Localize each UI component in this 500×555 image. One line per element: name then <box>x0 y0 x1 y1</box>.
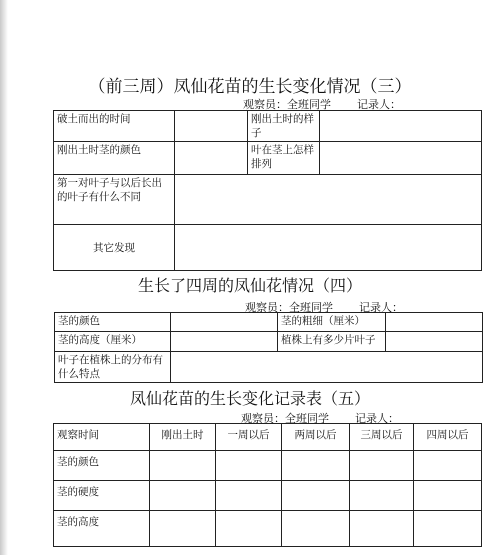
value-cell[interactable] <box>350 451 414 481</box>
value-cell[interactable] <box>414 451 482 481</box>
column-header: 一周以后 <box>216 424 282 451</box>
label-cell: 植株上有多少片叶子 <box>278 332 386 352</box>
table-row <box>54 111 482 142</box>
value-cell[interactable] <box>414 511 482 547</box>
value-cell[interactable] <box>175 225 482 271</box>
value-cell[interactable] <box>282 481 350 511</box>
label-cell: 第一对叶子与以后长出的叶子有什么不同 <box>54 175 175 225</box>
value-cell[interactable] <box>350 481 414 511</box>
section5-observer: 观察员：全班同学 <box>241 412 329 425</box>
value-cell[interactable] <box>320 142 482 175</box>
label-cell: 茎的硬度 <box>54 481 150 511</box>
section3-recorder: 记录人： <box>357 98 401 111</box>
value-cell[interactable] <box>282 511 350 547</box>
value-cell[interactable] <box>171 352 483 383</box>
section4-recorder: 记录人： <box>359 301 403 314</box>
value-cell[interactable] <box>216 511 282 547</box>
table-row <box>54 481 482 511</box>
value-cell[interactable] <box>175 111 248 142</box>
label-cell: 茎的颜色 <box>54 451 150 481</box>
section5-title: 凤仙花苗的生长变化记录表（五） <box>129 389 370 408</box>
section4-title: 生长了四周的凤仙花情况（四） <box>137 276 362 295</box>
label-cell: 破土而出的时间 <box>54 111 175 142</box>
value-cell[interactable] <box>216 481 282 511</box>
section5-recorder: 记录人： <box>355 412 399 425</box>
column-header: 四周以后 <box>414 424 482 451</box>
value-cell[interactable] <box>150 481 216 511</box>
table-row <box>55 332 483 352</box>
value-cell[interactable] <box>171 313 278 332</box>
section3-title: （前三周）凤仙花苗的生长变化情况（三） <box>88 77 412 97</box>
value-cell[interactable] <box>320 111 482 142</box>
table-row <box>54 225 482 271</box>
value-cell[interactable] <box>171 332 278 352</box>
label-cell: 刚出土时的样子 <box>248 111 320 142</box>
table-header-row <box>54 424 482 451</box>
table-row <box>54 451 482 481</box>
value-cell[interactable] <box>282 451 350 481</box>
section3-observer: 观察员：全班同学 <box>243 98 331 111</box>
value-cell[interactable] <box>386 332 483 352</box>
value-cell[interactable] <box>386 313 483 332</box>
table-row <box>55 313 483 332</box>
label-cell: 刚出土时茎的颜色 <box>54 142 175 175</box>
label-cell: 叶子在植株上的分布有什么特点 <box>55 352 171 383</box>
section4-observer: 观察员：全班同学 <box>245 301 333 314</box>
table-row <box>54 511 482 547</box>
value-cell[interactable] <box>175 175 482 225</box>
label-cell: 茎的粗细（厘米） <box>278 313 386 332</box>
table-row <box>54 142 482 175</box>
section3-table <box>53 110 482 271</box>
value-cell[interactable] <box>414 481 482 511</box>
label-cell: 叶在茎上怎样排列 <box>248 142 320 175</box>
column-header: 刚出土时 <box>150 424 216 451</box>
column-header: 两周以后 <box>282 424 350 451</box>
value-cell[interactable] <box>150 511 216 547</box>
column-header: 三周以后 <box>350 424 414 451</box>
label-cell: 茎的高度 <box>54 511 150 547</box>
section4-table <box>54 312 483 383</box>
label-cell: 茎的高度（厘米） <box>55 332 171 352</box>
table-row <box>55 352 483 383</box>
label-cell: 茎的颜色 <box>55 313 171 332</box>
value-cell[interactable] <box>150 451 216 481</box>
value-cell[interactable] <box>350 511 414 547</box>
value-cell[interactable] <box>216 451 282 481</box>
value-cell[interactable] <box>175 142 248 175</box>
column-header: 观察时间 <box>54 424 150 451</box>
label-cell: 其它发现 <box>54 225 175 271</box>
section5-table <box>53 423 482 547</box>
table-row <box>54 175 482 225</box>
